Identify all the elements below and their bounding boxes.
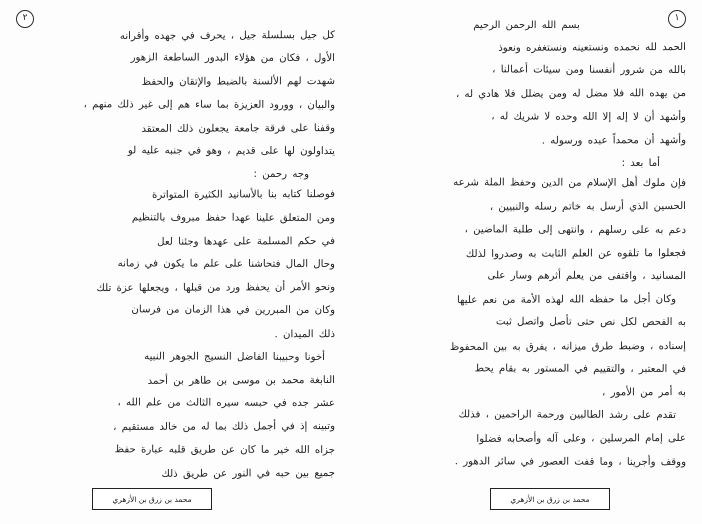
body-line: في حكم المسلمة على عهدها وجئنا لعل [157,235,336,248]
body-line: وحال المال فتحاشنا على علم ما يكون في زمانه [117,258,336,271]
body-line: ووقف وأجرينا ، وما قفت العصور في سائر الدهور . [454,455,687,468]
paragraph-line: الحمد لله نحمده ونستعينه ونستغفره ونعوذ [498,42,687,54]
signature-stamp-text: محمد بن زرق بن الأزهري [112,494,192,504]
paragraph-line: والبيان ، وورود العزيزة بما ساء هم إلى غير ذلك منهم ، [83,98,336,111]
body-line: ومن المتعلق علينا عهدا حفظ مبروف بالتنظيم [131,211,336,224]
paragraph-line: من يهده الله فلا مضل له ومن يضلل فلا هادي له ، [455,88,687,101]
body-line: على إمام المرسلين ، وعلى آله وأصحابه فضلوا [476,433,687,446]
body-line: وكان من المبررين في هذا الزمان من فرسان [131,304,336,317]
section-heading: وجه رحمن : [253,169,309,181]
closing-line: جزاه الله خير ما كان عن طريق قلبه عبارة حفظ [114,443,336,456]
closing-line: النابغة محمد بن موسى بن طاهر بن أحمد [147,375,336,387]
paragraph-line: وأشهد أن لا إله إلا الله وحده لا شريك له ، [491,110,687,123]
body-line: ونحو الأمر أن يحفظ ورد من قبلها ، ويجعلها عزة تلك [96,282,336,295]
paragraph-line: بالله من شرور أنفسنا ومن سيئات أعمالنا ، [492,64,687,77]
body-line: تقدم على رشد الطالبين ورحمة الراحمين ، فذلك [458,409,677,422]
paragraph-line: وقفنا على فرقة جامعة يجعلون ذلك المعتقد [141,122,336,135]
signature-stamp-text: محمد بن زرق بن الأزهري [510,494,590,504]
body-line: فوصلنا كتابه بنا بالأسانيد الكثيرة المتواترة [152,189,336,202]
body-line: ذلك الميدان . [274,328,336,340]
basmala-line: بسم الله الرحمن الرحيم [473,20,580,31]
closing-line: عشر جده في حبسه سيره الثالث من علم الله ، [117,397,336,410]
closing-line: وتبينه إذ في أجمل ذلك بما له من خالد مستقيم ، [113,421,336,434]
paragraph-line: كل جيل بسلسلة جيل ، يحرف في جهده وأقرانه [119,30,336,42]
body-line: إسناده ، وضبط طرق ميزانه ، يفرق به بين المحفوظ [449,340,687,353]
left-page-text-block [16,28,335,482]
paragraph-line: شهدت لهم الألسنة بالضبط والإتقان والحفظ [141,76,336,89]
paragraph-line: الأول ، فكان من هؤلاء البدور الساطعة الزهور [130,52,336,65]
body-line: في المعتبر ، والتقييم في المستور به بقام يحط [474,363,687,375]
body-line: به أمر من الأمور ، [602,387,687,399]
body-line: الحسين الذي أرسل به خاتم رسله والنبيين ، [489,201,687,214]
paragraph-line: يتداولون لها على قديم ، وهو في جنبه عليه لو [127,145,336,158]
manuscript-right-page [351,0,702,524]
right-page-text-block [367,18,686,471]
closing-line: أخونا وحبيبنا الفاضل النسيج الجوهر النبيه [144,351,326,363]
body-line: فإن ملوك أهل الإسلام من الدين وحفظ الملة شرعه [453,177,687,190]
body-line: المسانيد ، واقتفى من يعلم أثرهم وسار على [487,270,687,283]
body-line: به الفحص لكل نص حتى تأصل واتصل ثبت [495,316,687,329]
page-number-marker-left: ٢ [16,10,34,28]
body-line: وكان أجل ما حفظه الله لهذه الأمة من نعم عليها [456,294,677,307]
paragraph-line: وأشهد أن محمداً عبده ورسوله . [541,134,687,147]
section-heading: أما بعد : [621,158,660,170]
body-line: فجعلوا ما تلقوه عن العلم الثابت به وصدروا لذلك [465,247,687,260]
signature-stamp-right [490,488,610,510]
closing-line: جميع بين حبه في النور عن طريق ذلك [161,467,336,480]
body-line: دعم به على رسلهم ، وانتهى إلى طلبة الماضين ، [464,223,687,236]
signature-stamp-left [92,488,212,510]
page-number-marker-right: ١ [668,10,686,28]
